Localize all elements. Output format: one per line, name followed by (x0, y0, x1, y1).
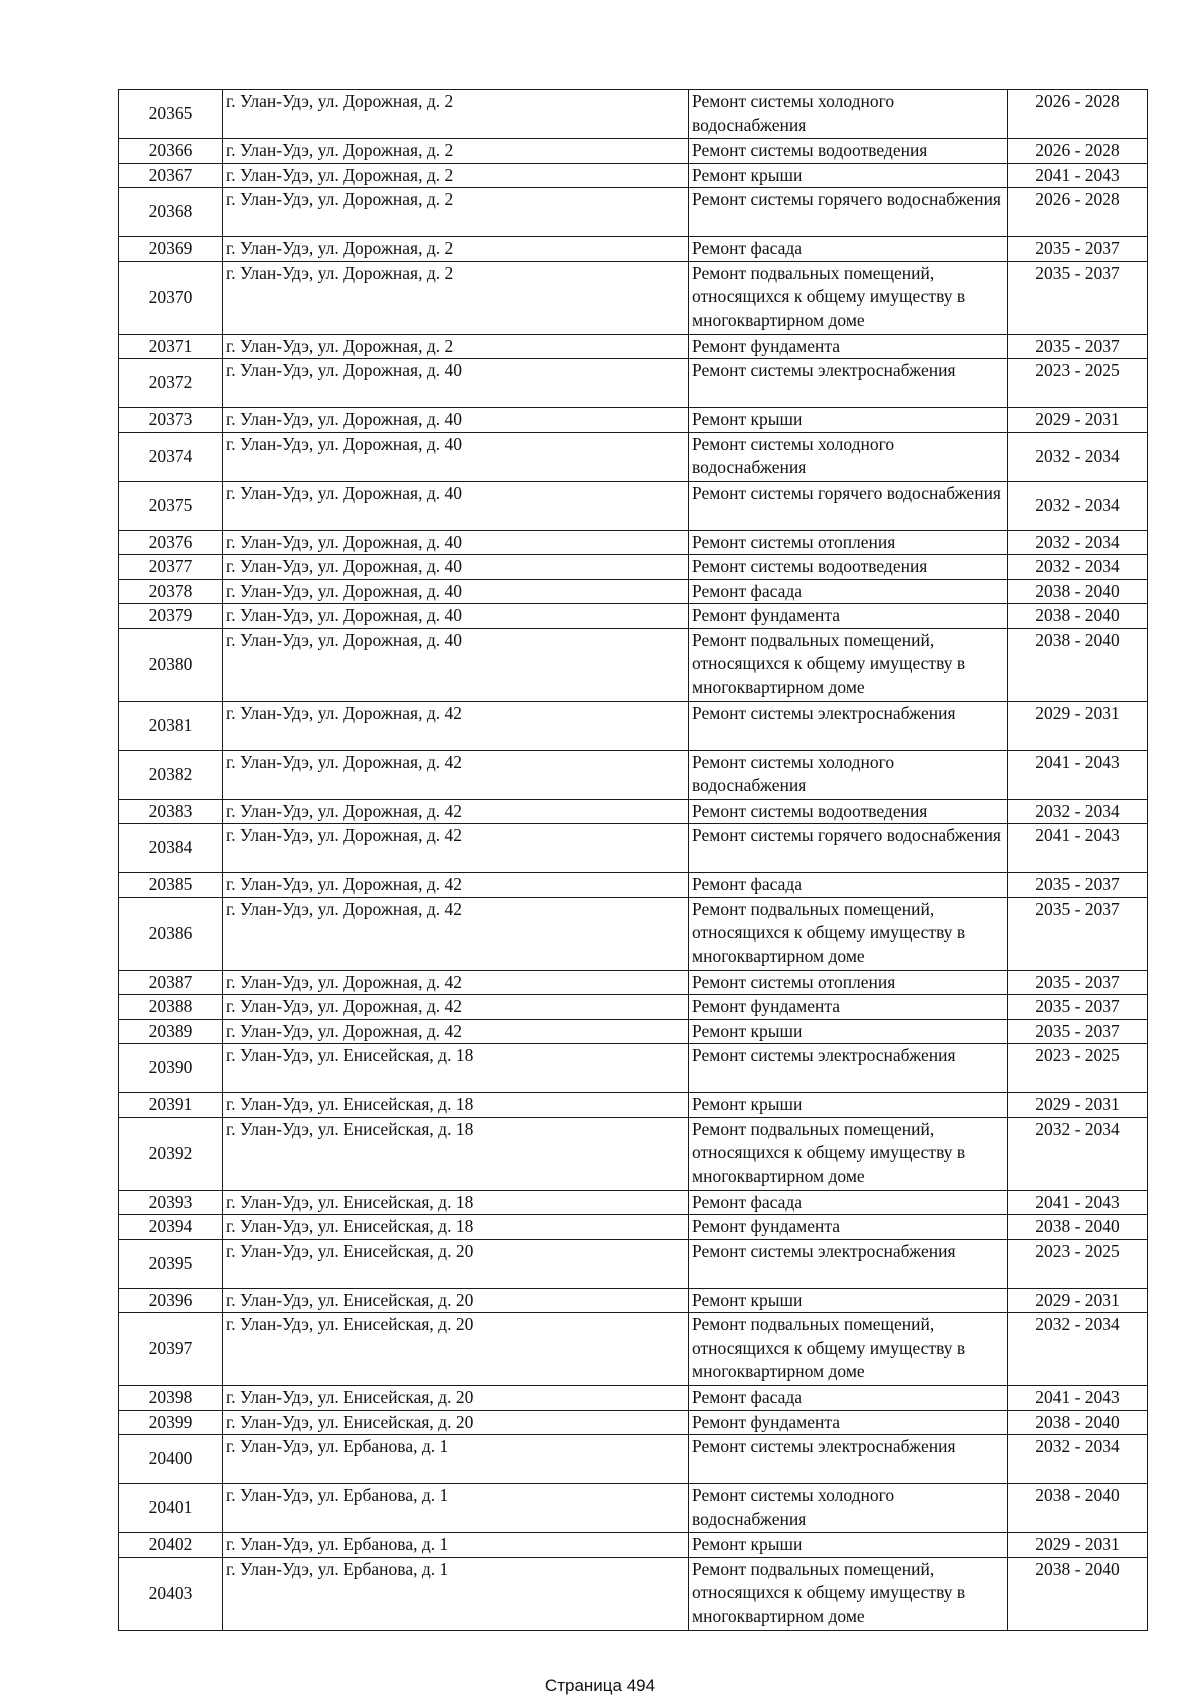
row-address: г. Улан-Удэ, ул. Дорожная, д. 42 (223, 701, 689, 750)
row-address: г. Улан-Удэ, ул. Енисейская, д. 20 (223, 1410, 689, 1435)
row-address: г. Улан-Удэ, ул. Дорожная, д. 40 (223, 604, 689, 629)
row-period: 2032 - 2034 (1008, 1435, 1148, 1484)
row-work-type: Ремонт системы электроснабжения (689, 701, 1008, 750)
row-address: г. Улан-Удэ, ул. Енисейская, д. 20 (223, 1313, 689, 1386)
row-period: 2023 - 2025 (1008, 1239, 1148, 1288)
row-number: 20391 (119, 1093, 223, 1118)
row-work-type: Ремонт фундамента (689, 334, 1008, 359)
row-number: 20397 (119, 1313, 223, 1386)
row-address: г. Улан-Удэ, ул. Енисейская, д. 18 (223, 1093, 689, 1118)
row-work-type: Ремонт системы водоотведения (689, 799, 1008, 824)
row-number: 20375 (119, 481, 223, 530)
row-number: 20388 (119, 995, 223, 1020)
row-number: 20390 (119, 1044, 223, 1093)
row-period: 2038 - 2040 (1008, 1484, 1148, 1533)
table-row (119, 1435, 1148, 1484)
row-work-type: Ремонт фасада (689, 873, 1008, 898)
table-row (119, 897, 1148, 970)
row-period: 2041 - 2043 (1008, 1190, 1148, 1215)
row-period: 2029 - 2031 (1008, 1533, 1148, 1558)
table-row (119, 1288, 1148, 1313)
row-address: г. Улан-Удэ, ул. Дорожная, д. 42 (223, 824, 689, 873)
row-work-type: Ремонт системы электроснабжения (689, 359, 1008, 408)
table-row (119, 90, 1148, 139)
row-address: г. Улан-Удэ, ул. Дорожная, д. 42 (223, 1019, 689, 1044)
table-row (119, 530, 1148, 555)
table-row (119, 1557, 1148, 1630)
row-period: 2029 - 2031 (1008, 408, 1148, 433)
row-work-type: Ремонт крыши (689, 163, 1008, 188)
row-number: 20381 (119, 701, 223, 750)
row-period: 2023 - 2025 (1008, 359, 1148, 408)
row-number: 20371 (119, 334, 223, 359)
row-number: 20368 (119, 188, 223, 237)
row-address: г. Улан-Удэ, ул. Дорожная, д. 42 (223, 897, 689, 970)
table-row (119, 1313, 1148, 1386)
table-row (119, 1190, 1148, 1215)
row-number: 20403 (119, 1557, 223, 1630)
row-work-type: Ремонт системы электроснабжения (689, 1435, 1008, 1484)
table-row (119, 1386, 1148, 1411)
row-address: г. Улан-Удэ, ул. Енисейская, д. 18 (223, 1044, 689, 1093)
row-address: г. Улан-Удэ, ул. Дорожная, д. 40 (223, 408, 689, 433)
row-number: 20385 (119, 873, 223, 898)
row-address: г. Улан-Удэ, ул. Дорожная, д. 2 (223, 261, 689, 334)
row-period: 2032 - 2034 (1008, 799, 1148, 824)
row-period: 2035 - 2037 (1008, 261, 1148, 334)
row-period: 2032 - 2034 (1008, 530, 1148, 555)
row-number: 20395 (119, 1239, 223, 1288)
row-work-type: Ремонт подвальных помещений, относящихся к общему имуществу в многоквартирном доме (689, 897, 1008, 970)
row-work-type: Ремонт системы отопления (689, 530, 1008, 555)
row-work-type: Ремонт фундамента (689, 1215, 1008, 1240)
row-address: г. Улан-Удэ, ул. Ербанова, д. 1 (223, 1435, 689, 1484)
table-row (119, 1215, 1148, 1240)
table-row (119, 1044, 1148, 1093)
row-period: 2029 - 2031 (1008, 1093, 1148, 1118)
row-period: 2032 - 2034 (1008, 1117, 1148, 1190)
table-row (119, 261, 1148, 334)
row-address: г. Улан-Удэ, ул. Дорожная, д. 40 (223, 359, 689, 408)
row-address: г. Улан-Удэ, ул. Дорожная, д. 40 (223, 432, 689, 481)
row-address: г. Улан-Удэ, ул. Енисейская, д. 18 (223, 1117, 689, 1190)
row-work-type: Ремонт фасада (689, 1190, 1008, 1215)
row-period: 2035 - 2037 (1008, 995, 1148, 1020)
row-address: г. Улан-Удэ, ул. Дорожная, д. 2 (223, 163, 689, 188)
row-number: 20394 (119, 1215, 223, 1240)
table-row (119, 163, 1148, 188)
row-number: 20369 (119, 237, 223, 262)
row-work-type: Ремонт крыши (689, 1288, 1008, 1313)
row-address: г. Улан-Удэ, ул. Дорожная, д. 42 (223, 995, 689, 1020)
row-number: 20367 (119, 163, 223, 188)
row-work-type: Ремонт подвальных помещений, относящихся к общему имуществу в многоквартирном доме (689, 1313, 1008, 1386)
row-number: 20373 (119, 408, 223, 433)
table-row (119, 237, 1148, 262)
row-number: 20383 (119, 799, 223, 824)
row-work-type: Ремонт системы отопления (689, 970, 1008, 995)
row-work-type: Ремонт системы холодного водоснабжения (689, 90, 1008, 139)
row-period: 2035 - 2037 (1008, 1019, 1148, 1044)
table-row (119, 824, 1148, 873)
row-work-type: Ремонт фасада (689, 1386, 1008, 1411)
row-period: 2035 - 2037 (1008, 237, 1148, 262)
row-address: г. Улан-Удэ, ул. Дорожная, д. 40 (223, 555, 689, 580)
row-work-type: Ремонт системы горячего водоснабжения (689, 188, 1008, 237)
row-number: 20398 (119, 1386, 223, 1411)
row-number: 20392 (119, 1117, 223, 1190)
row-address: г. Улан-Удэ, ул. Дорожная, д. 42 (223, 970, 689, 995)
row-number: 20379 (119, 604, 223, 629)
row-period: 2026 - 2028 (1008, 139, 1148, 164)
row-number: 20402 (119, 1533, 223, 1558)
row-work-type: Ремонт крыши (689, 1019, 1008, 1044)
row-work-type: Ремонт фасада (689, 237, 1008, 262)
row-address: г. Улан-Удэ, ул. Дорожная, д. 2 (223, 139, 689, 164)
row-address: г. Улан-Удэ, ул. Дорожная, д. 42 (223, 873, 689, 898)
table-row (119, 1239, 1148, 1288)
row-work-type: Ремонт системы электроснабжения (689, 1239, 1008, 1288)
row-number: 20378 (119, 579, 223, 604)
row-number: 20365 (119, 90, 223, 139)
table-row (119, 701, 1148, 750)
row-work-type: Ремонт фундамента (689, 1410, 1008, 1435)
row-work-type: Ремонт фундамента (689, 604, 1008, 629)
row-work-type: Ремонт крыши (689, 1533, 1008, 1558)
table-row (119, 408, 1148, 433)
row-number: 20389 (119, 1019, 223, 1044)
row-period: 2041 - 2043 (1008, 750, 1148, 799)
row-address: г. Улан-Удэ, ул. Енисейская, д. 20 (223, 1239, 689, 1288)
row-work-type: Ремонт системы водоотведения (689, 139, 1008, 164)
table-row (119, 750, 1148, 799)
row-address: г. Улан-Удэ, ул. Дорожная, д. 42 (223, 750, 689, 799)
row-number: 20387 (119, 970, 223, 995)
row-address: г. Улан-Удэ, ул. Енисейская, д. 18 (223, 1190, 689, 1215)
table-row (119, 1484, 1148, 1533)
row-period: 2035 - 2037 (1008, 334, 1148, 359)
row-work-type: Ремонт системы электроснабжения (689, 1044, 1008, 1093)
row-period: 2026 - 2028 (1008, 188, 1148, 237)
row-period: 2032 - 2034 (1008, 432, 1148, 481)
table-row (119, 359, 1148, 408)
row-period: 2038 - 2040 (1008, 1410, 1148, 1435)
works-table-body (119, 90, 1148, 1631)
table-row (119, 1117, 1148, 1190)
row-address: г. Улан-Удэ, ул. Дорожная, д. 40 (223, 530, 689, 555)
row-address: г. Улан-Удэ, ул. Ербанова, д. 1 (223, 1484, 689, 1533)
row-period: 2032 - 2034 (1008, 1313, 1148, 1386)
table-row (119, 188, 1148, 237)
row-address: г. Улан-Удэ, ул. Дорожная, д. 42 (223, 799, 689, 824)
table-row (119, 334, 1148, 359)
row-period: 2032 - 2034 (1008, 481, 1148, 530)
row-work-type: Ремонт системы холодного водоснабжения (689, 432, 1008, 481)
row-period: 2035 - 2037 (1008, 970, 1148, 995)
row-work-type: Ремонт подвальных помещений, относящихся к общему имуществу в многоквартирном доме (689, 1557, 1008, 1630)
table-row (119, 1533, 1148, 1558)
table-row (119, 1019, 1148, 1044)
row-work-type: Ремонт фасада (689, 579, 1008, 604)
table-row (119, 604, 1148, 629)
row-work-type: Ремонт системы горячего водоснабжения (689, 824, 1008, 873)
row-number: 20393 (119, 1190, 223, 1215)
row-address: г. Улан-Удэ, ул. Ербанова, д. 1 (223, 1557, 689, 1630)
row-work-type: Ремонт подвальных помещений, относящихся к общему имуществу в многоквартирном доме (689, 628, 1008, 701)
works-table (118, 89, 1148, 1631)
row-address: г. Улан-Удэ, ул. Ербанова, д. 1 (223, 1533, 689, 1558)
table-row (119, 873, 1148, 898)
row-work-type: Ремонт крыши (689, 408, 1008, 433)
row-address: г. Улан-Удэ, ул. Енисейская, д. 18 (223, 1215, 689, 1240)
row-address: г. Улан-Удэ, ул. Енисейская, д. 20 (223, 1386, 689, 1411)
row-address: г. Улан-Удэ, ул. Дорожная, д. 2 (223, 90, 689, 139)
row-number: 20396 (119, 1288, 223, 1313)
row-number: 20372 (119, 359, 223, 408)
row-period: 2041 - 2043 (1008, 163, 1148, 188)
row-address: г. Улан-Удэ, ул. Дорожная, д. 2 (223, 237, 689, 262)
row-work-type: Ремонт фундамента (689, 995, 1008, 1020)
row-number: 20400 (119, 1435, 223, 1484)
row-period: 2038 - 2040 (1008, 604, 1148, 629)
row-address: г. Улан-Удэ, ул. Дорожная, д. 40 (223, 628, 689, 701)
row-period: 2035 - 2037 (1008, 897, 1148, 970)
row-period: 2035 - 2037 (1008, 873, 1148, 898)
table-row (119, 432, 1148, 481)
row-work-type: Ремонт системы холодного водоснабжения (689, 750, 1008, 799)
row-number: 20401 (119, 1484, 223, 1533)
page-number: Страница 494 (544, 1676, 656, 1695)
row-number: 20377 (119, 555, 223, 580)
row-period: 2038 - 2040 (1008, 628, 1148, 701)
row-work-type: Ремонт крыши (689, 1093, 1008, 1118)
row-number: 20374 (119, 432, 223, 481)
row-period: 2023 - 2025 (1008, 1044, 1148, 1093)
row-address: г. Улан-Удэ, ул. Дорожная, д. 40 (223, 579, 689, 604)
row-period: 2038 - 2040 (1008, 1215, 1148, 1240)
row-work-type: Ремонт системы водоотведения (689, 555, 1008, 580)
row-period: 2032 - 2034 (1008, 555, 1148, 580)
row-period: 2029 - 2031 (1008, 1288, 1148, 1313)
table-row (119, 481, 1148, 530)
row-period: 2038 - 2040 (1008, 1557, 1148, 1630)
row-period: 2041 - 2043 (1008, 824, 1148, 873)
table-row (119, 139, 1148, 164)
table-row (119, 579, 1148, 604)
row-address: г. Улан-Удэ, ул. Дорожная, д. 2 (223, 188, 689, 237)
table-row (119, 970, 1148, 995)
row-period: 2038 - 2040 (1008, 579, 1148, 604)
table-row (119, 799, 1148, 824)
row-work-type: Ремонт подвальных помещений, относящихся к общему имуществу в многоквартирном доме (689, 1117, 1008, 1190)
row-work-type: Ремонт подвальных помещений, относящихся к общему имуществу в многоквартирном доме (689, 261, 1008, 334)
row-number: 20382 (119, 750, 223, 799)
row-number: 20376 (119, 530, 223, 555)
row-number: 20399 (119, 1410, 223, 1435)
row-period: 2041 - 2043 (1008, 1386, 1148, 1411)
table-row (119, 628, 1148, 701)
table-row (119, 1410, 1148, 1435)
row-address: г. Улан-Удэ, ул. Дорожная, д. 2 (223, 334, 689, 359)
row-number: 20380 (119, 628, 223, 701)
row-address: г. Улан-Удэ, ул. Енисейская, д. 20 (223, 1288, 689, 1313)
row-number: 20384 (119, 824, 223, 873)
row-period: 2029 - 2031 (1008, 701, 1148, 750)
row-period: 2026 - 2028 (1008, 90, 1148, 139)
row-number: 20370 (119, 261, 223, 334)
row-address: г. Улан-Удэ, ул. Дорожная, д. 40 (223, 481, 689, 530)
table-row (119, 1093, 1148, 1118)
row-work-type: Ремонт системы горячего водоснабжения (689, 481, 1008, 530)
table-row (119, 995, 1148, 1020)
row-work-type: Ремонт системы холодного водоснабжения (689, 1484, 1008, 1533)
table-row (119, 555, 1148, 580)
row-number: 20386 (119, 897, 223, 970)
row-number: 20366 (119, 139, 223, 164)
